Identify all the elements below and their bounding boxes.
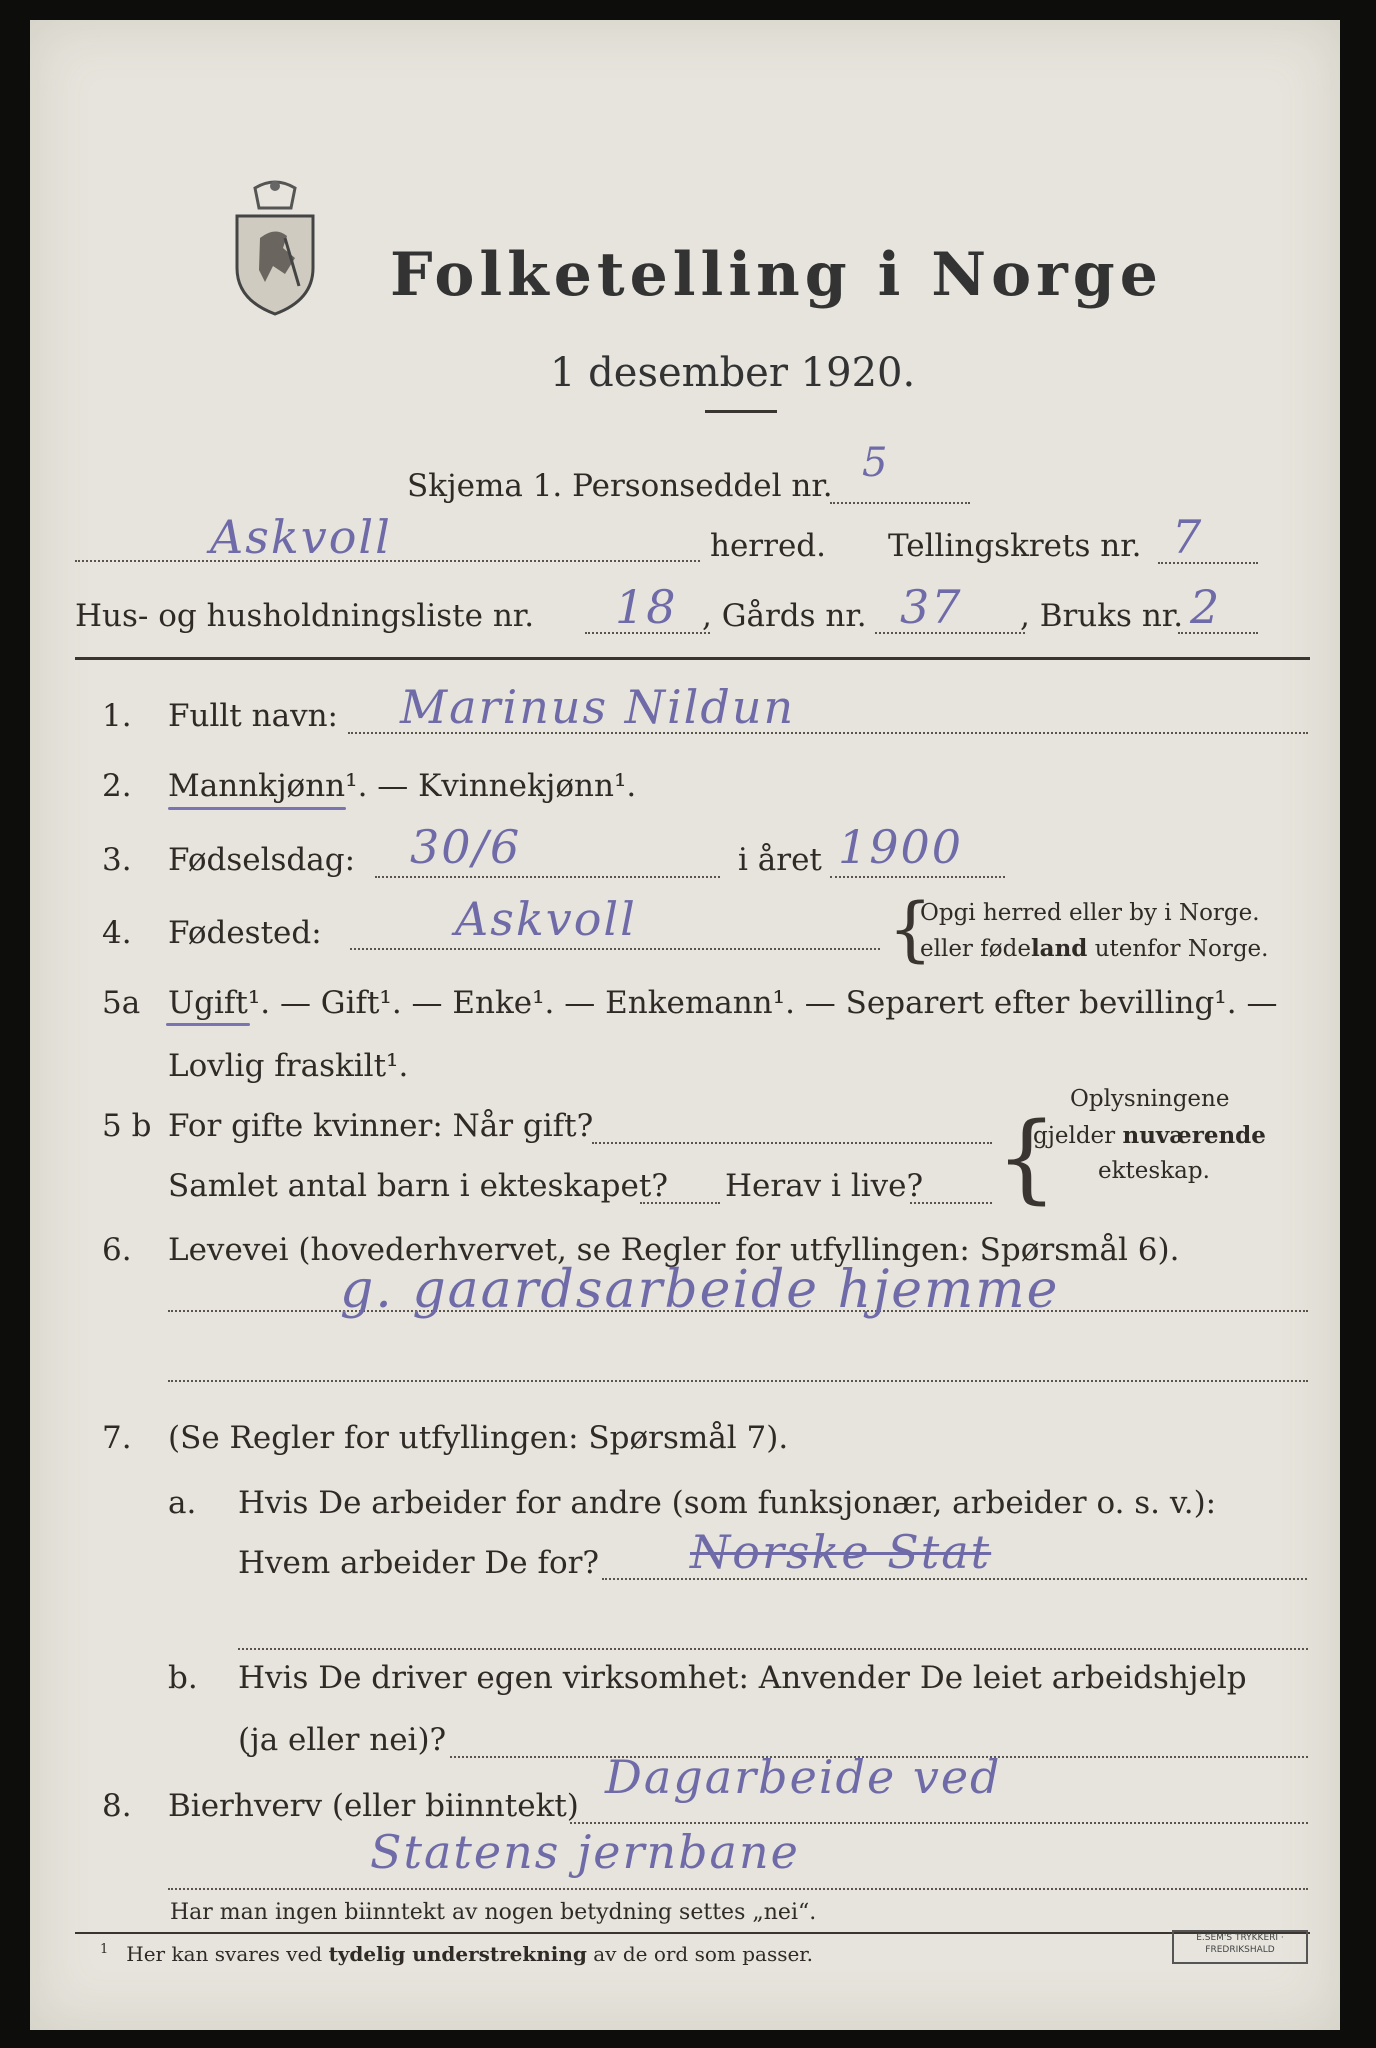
footnote-mark: 1 bbox=[100, 1942, 109, 1957]
q5b-line1: For gifte kvinner: Når gift? bbox=[168, 1108, 594, 1144]
schema-label: Skjema 1. Personseddel nr. bbox=[407, 468, 833, 504]
husholdningsliste-label: Hus- og husholdningsliste nr. bbox=[75, 598, 535, 634]
q3-line bbox=[375, 876, 720, 878]
q4-label: Fødested: bbox=[168, 915, 322, 951]
q5b-children-line bbox=[640, 1202, 720, 1204]
schema-number-line bbox=[830, 502, 970, 504]
tellingskrets-value[interactable]: 7 bbox=[1172, 510, 1204, 564]
header-divider bbox=[75, 657, 1310, 660]
gards-value[interactable]: 37 bbox=[900, 580, 963, 634]
q3-number: 3. bbox=[102, 842, 132, 878]
q2-number: 2. bbox=[102, 768, 132, 804]
census-form bbox=[30, 20, 1340, 2030]
q7-number: 7. bbox=[102, 1420, 132, 1456]
q7b-letter: b. bbox=[168, 1660, 198, 1696]
q5b-children-label: Samlet antal barn i ekteskapet? bbox=[168, 1168, 668, 1204]
herred-value[interactable]: Askvoll bbox=[210, 510, 392, 564]
q5b-when-married-line bbox=[592, 1142, 992, 1144]
q5b-number: 5 b bbox=[102, 1108, 152, 1144]
printer-stamp: E.SEM'S TRYKKERI · FREDRIKSHALD bbox=[1172, 1930, 1308, 1964]
husholdningsliste-value[interactable]: 18 bbox=[615, 580, 678, 634]
q8-number: 8. bbox=[102, 1788, 132, 1824]
q7a-line1: Hvis De arbeider for andre (som funksjonær, arbeider o. s. v.): bbox=[238, 1485, 1217, 1521]
q5b-note-line3: ekteskap. bbox=[1098, 1158, 1210, 1184]
q8-note: Har man ingen biinntekt av nogen betydning settes „nei“. bbox=[170, 1900, 817, 1925]
q7b-line1: Hvis De driver egen virksomhet: Anvender De leiet arbeidshjelp bbox=[238, 1660, 1247, 1696]
q1-number: 1. bbox=[102, 698, 132, 734]
q4-line bbox=[350, 948, 880, 950]
birth-year-value[interactable]: 1900 bbox=[838, 820, 964, 874]
marital-status-options-cont: Lovlig fraskilt¹. bbox=[168, 1048, 409, 1084]
gender-options: Mannkjønn¹. — Kvinnekjønn¹. bbox=[168, 768, 637, 804]
birthday-value[interactable]: 30/6 bbox=[410, 820, 522, 874]
tellingskrets-label: Tellingskrets nr. bbox=[888, 528, 1142, 564]
birthplace-value[interactable]: Askvoll bbox=[455, 892, 637, 946]
marital-selection-underline bbox=[166, 1023, 250, 1026]
marital-status-options: Ugift¹. — Gift¹. — Enke¹. — Enkemann¹. — Separert efter bevilling¹. — bbox=[168, 985, 1278, 1021]
q6-label: Levevei (hovederhvervet, se Regler for utfyllingen: Spørsmål 6). bbox=[168, 1232, 1180, 1268]
schema-number-value[interactable]: 5 bbox=[862, 440, 890, 486]
q4-note-line2: eller fødeland utenfor Norge. bbox=[920, 935, 1269, 962]
gards-label: , Gårds nr. bbox=[702, 598, 867, 634]
q8-line2 bbox=[168, 1888, 1308, 1890]
side-occupation-value-line1[interactable]: Dagarbeide ved bbox=[605, 1750, 1002, 1804]
q5b-brace: { bbox=[996, 1102, 1058, 1214]
year-line bbox=[830, 876, 1005, 878]
title-divider bbox=[705, 410, 777, 413]
coat-of-arms-icon bbox=[225, 178, 325, 318]
q8-line1 bbox=[570, 1822, 1308, 1824]
footnote: $^1$ Her kan svares ved tydelig understrekning av de ord som passer. bbox=[100, 1942, 814, 1966]
bruks-label: , Bruks nr. bbox=[1020, 598, 1184, 634]
q7a-line-extra bbox=[238, 1648, 1308, 1650]
q6-number: 6. bbox=[102, 1232, 132, 1268]
footnote-divider bbox=[75, 1932, 1310, 1934]
q7-label: (Se Regler for utfyllingen: Spørsmål 7). bbox=[168, 1420, 789, 1456]
q4-note-line1: Opgi herred eller by i Norge. bbox=[920, 900, 1260, 926]
q6-line2 bbox=[168, 1380, 1308, 1382]
q4-brace: { bbox=[888, 888, 933, 970]
employer-value[interactable]: Norske Stat bbox=[690, 1525, 992, 1579]
herred-label: herred. bbox=[710, 528, 826, 564]
q5b-alive-line bbox=[910, 1202, 992, 1204]
bruks-value[interactable]: 2 bbox=[1190, 580, 1222, 634]
q5b-note-line1: Oplysningene bbox=[1070, 1086, 1230, 1112]
q7b-line2: (ja eller nei)? bbox=[238, 1722, 447, 1758]
occupation-value[interactable]: g. gaardsarbeide hjemme bbox=[340, 1260, 1060, 1320]
q4-number: 4. bbox=[102, 915, 132, 951]
gender-selection-underline bbox=[168, 807, 346, 810]
form-date: 1 desember 1920. bbox=[550, 350, 916, 396]
q7a-letter: a. bbox=[168, 1485, 197, 1521]
year-label: i året bbox=[738, 842, 822, 878]
side-occupation-value-line2[interactable]: Statens jernbane bbox=[370, 1825, 800, 1879]
q5a-number: 5a bbox=[102, 985, 141, 1021]
q5b-alive-label: Herav i live? bbox=[725, 1168, 924, 1204]
form-title: Folketelling i Norge bbox=[390, 240, 1163, 310]
q1-label: Fullt navn: bbox=[168, 698, 338, 734]
q5b-note-line2: gjelder nuværende bbox=[1033, 1122, 1266, 1149]
q7a-line2: Hvem arbeider De for? bbox=[238, 1545, 600, 1581]
full-name-value[interactable]: Marinus Nildun bbox=[400, 680, 796, 734]
q8-label: Bierhverv (eller biinntekt) bbox=[168, 1788, 579, 1824]
q3-label: Fødselsdag: bbox=[168, 842, 356, 878]
